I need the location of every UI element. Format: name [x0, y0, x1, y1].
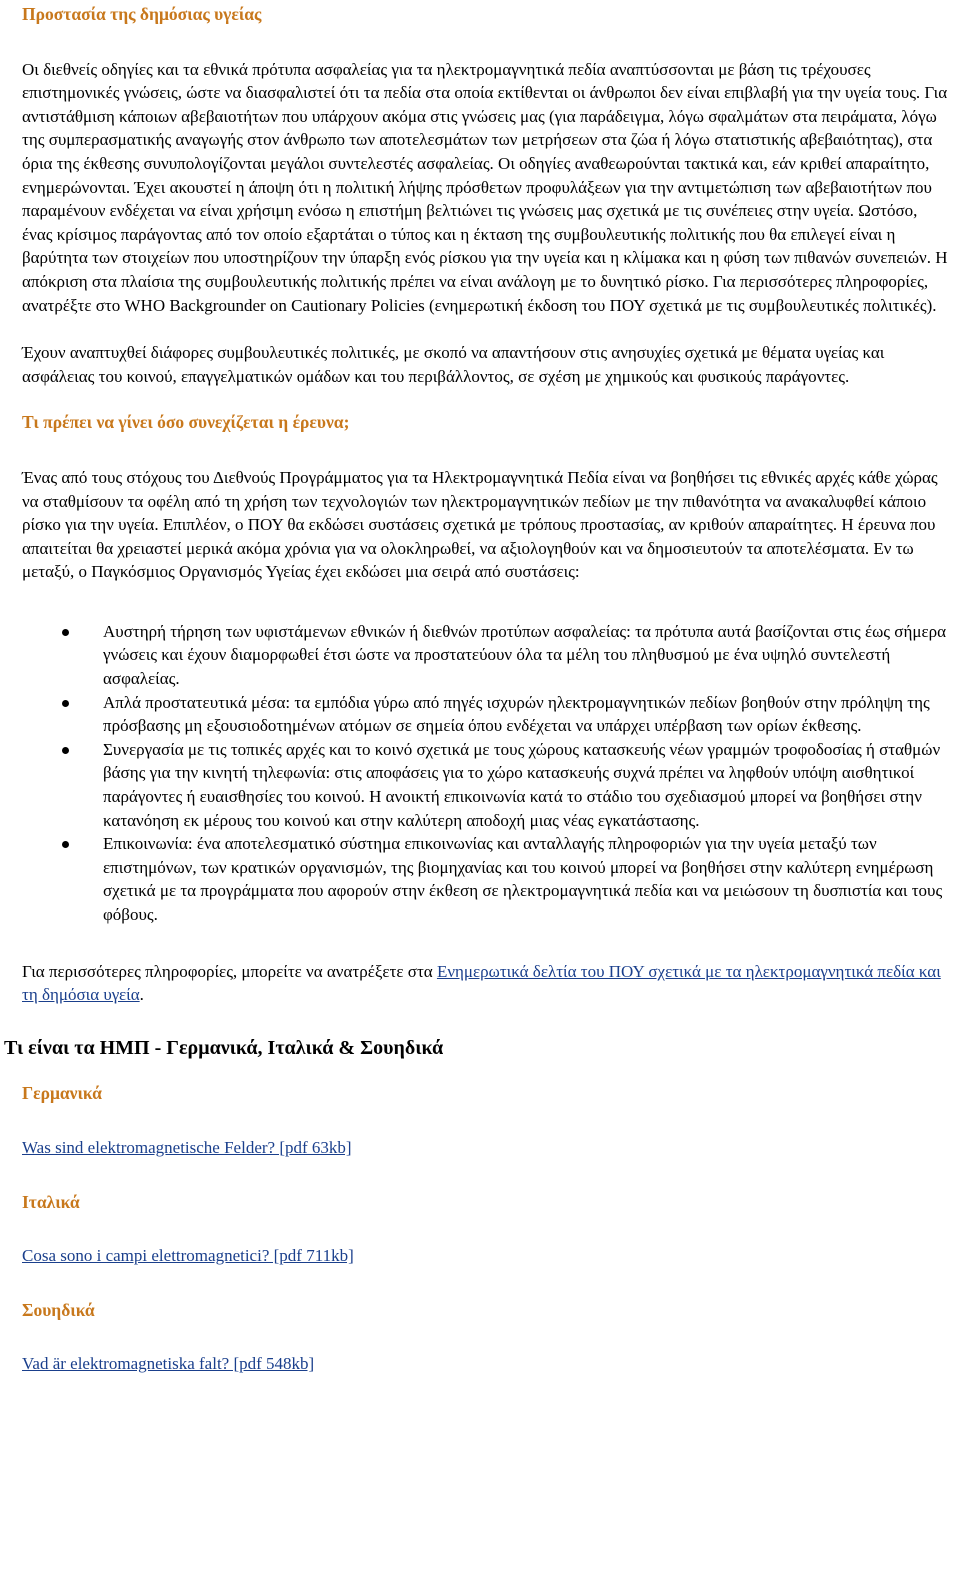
bullet-icon	[62, 700, 69, 707]
list-item	[103, 691, 952, 738]
research-section	[0, 411, 960, 584]
recommendations-list	[0, 620, 960, 927]
german-pdf-link[interactable]: Was sind elektromagnetische Felder? [pdf 63kb]	[22, 1137, 352, 1157]
section-heading-research: Τι πρέπει να γίνει όσο συνεχίζεται η έρευνα;	[22, 412, 350, 433]
language-label-swedish: Σουηδικά	[22, 1299, 95, 1320]
protection-paragraph-2: Έχουν αναπτυχθεί διάφορες συμβουλευτικές πολιτικές, με σκοπό να απαντήσουν στις ανησυχίες σχετικά με θέματα υγείας και ασφάλειας του κοινού, επαγγελματικών ομάδων και του περιβάλλοντος, σε σχέση με χημικούς και φυσικούς παράγοντες.	[22, 343, 885, 386]
list-item	[103, 738, 952, 832]
bullet-icon	[62, 841, 69, 848]
list-item	[103, 620, 952, 691]
bullet-icon	[62, 747, 69, 754]
more-info-prefix: Για περισσότερες πληροφορίες, μπορείτε να ανατρέξετε στα	[22, 961, 437, 981]
recommendation-text: Απλά προστατευτικά μέσα: τα εμπόδια γύρω από πηγές ισχυρών ηλεκτρομαγνητικών πεδίων βοηθούν στην πρόληψη της πρόσβασης μη εξουσιοδοτημένων ατόμων σε σημεία όπου ενδέχεται να υπάρχει υπέρβαση των ορίων έκθεσης.	[103, 692, 930, 736]
swedish-pdf-link[interactable]: Vad är elektromagnetiska falt? [pdf 548kb]	[22, 1354, 315, 1374]
research-paragraph: Ένας από τους στόχους του Διεθνούς Προγράμματος για τα Ηλεκτρομαγνητικά Πεδία είναι να βοηθήσει τις εθνικές αρχές κάθε χώρας να σταθμίσουν τα οφέλη από τη χρήση των τεχνολογιών των ηλεκτρομαγνητικών πεδίων με την πιθανότητα να ανακαλυφθεί κάποιο ρίσκο για την υγεία. Επιπλέον, ο ΠΟΥ θα εκδώσει συστάσεις σχετικά με τρόπους προστασίας, αν κριθούν απαραίτητες. Η έρευνα που απαιτείται θα χρειαστεί μερικά ακόμα χρόνια για να ολοκληρωθεί, να αξιολογηθούν και να δημοσιευτούν τα αποτελέσματα. Εν τω μεταξύ, ο Παγκόσμιος Οργανισμός Υγείας έχει εκδώσει μια σειρά από συστάσεις:	[22, 467, 938, 582]
languages-heading: Τι είναι τα ΗΜΠ - Γερμανικά, Ιταλικά & Σουηδικά	[4, 1036, 444, 1059]
italian-pdf-link[interactable]: Cosa sono i campi elettromagnetici? [pdf 711kb]	[22, 1246, 354, 1266]
recommendation-text: Επικοινωνία: ένα αποτελεσματικό σύστημα επικοινωνίας και ανταλλαγής πληροφοριών για την υγεία μεταξύ των επιστημόνων, των κρατικών οργανισμών, της βιομηχανίας και του κοινού μπορεί να βοηθήσει στην καλύτερη ενημέρωση σχετικά με τα προγράμματα που αφορούν στην έκθεση σε ηλεκτρομαγνητικά πεδία και να μειώσουν τη δυσπιστία και τους φόβους.	[103, 834, 943, 924]
language-swedish	[0, 1299, 960, 1376]
section-heading-protection: Προστασία της δημόσιας υγείας	[22, 4, 262, 24]
bullet-icon	[62, 629, 69, 636]
language-label-german: Γερμανικά	[22, 1083, 102, 1104]
recommendation-text: Συνεργασία με τις τοπικές αρχές και το κοινό σχετικά με τους χώρους κατασκευής νέων γραμμών τροφοδοσίας ή σταθμών βάσης για την κινητή τηλεφωνία: στις αποφάσεις για το χώρο κατασκευής συχνά πρέπει να ληφθούν υπόψη αισθητικοί παράγοντες ή ευαισθησίες του κοινού. Η ανοικτή επικοινωνία κατά το στάδιο του σχεδιασμού μπορεί να βοηθήσει στην κατανόηση εκ μέρους του κοινού και στην καλύτερη αποδοχή μιας νέας εγκατάστασης.	[103, 739, 941, 830]
more-info	[0, 960, 960, 1007]
more-info-paragraph	[22, 960, 952, 1007]
more-info-suffix: .	[139, 985, 144, 1005]
protection-section	[0, 0, 960, 388]
protection-paragraph-1: Οι διεθνείς οδηγίες και τα εθνικά πρότυπα ασφαλείας για τα ηλεκτρομαγνητικά πεδία αναπτύσσονται με βάση τις τρέχουσες επιστημονικές γνώσεις, ώστε να διασφαλιστεί ότι τα πεδία στα οποία εκτίθενται οι άνθρωποι δεν είναι επιβλαβή για την υγεία τους. Για αντιστάθμιση κάποιων αβεβαιοτήτων που υπάρχουν ακόμα στις γνώσεις μας (για παράδειγμα, λόγω σφαλμάτων στα πειράματα, λόγω της συμπερασματικής αναγωγής στον άνθρωπο των αποτελεσμάτων των μετρήσεων στα ζώα ή λόγω στατιστικής αβεβαιότητας), στα όρια της έκθεσης συνυπολογίζονται μεγάλοι συντελεστές ασφαλείας. Οι οδηγίες αναθεωρούνται τακτικά και, εάν κριθεί απαραίτητο, ενημερώνονται. Έχει ακουστεί η άποψη ότι η πολιτική λήψης πρόσθετων προφυλάξεων για την αντιμετώπιση των αβεβαιοτήτων που παραμένουν ενδέχεται να είναι χρήσιμη ενόσω η επιστήμη βελτιώνει τις γνώσεις μας σχετικά με τις συνέπειες στην υγεία. Ωστόσο, ένας κρίσιμος παράγοντας από τον οποίο εξαρτάται ο τύπος και η έκταση της συμβουλευτικής πολιτικής που θα επιλεγεί είναι η βαρύτητα των στοιχείων που υποστηρίζουν την ύπαρξη ενός ρίσκου για την υγεία και η κλίμακα και η φύση των πιθανών συνεπειών. Η απόκριση στα πλαίσια της συμβουλευτικής πολιτικής πρέπει να είναι ανάλογη με το δυνητικό ρίσκο. Για περισσότερες πληροφορίες, ανατρέξτε στο WHO Backgrounder on Cautionary Policies (ενημερωτική έκδοση του ΠΟΥ σχετικά με τις συμβουλευτικές πολιτικές).	[22, 59, 948, 315]
who-factsheets-link[interactable]: Ενημερωτικά δελτία του ΠΟΥ σχετικά με τα ηλεκτρομαγνητικά πεδία και τη δημόσια υγεία	[22, 961, 941, 1005]
language-label-italian: Ιταλικά	[22, 1191, 80, 1212]
recommendation-text: Αυστηρή τήρηση των υφιστάμενων εθνικών ή διεθνών προτύπων ασφαλείας: τα πρότυπα αυτά βασίζονται στις έως σήμερα γνώσεις και έχουν διαμορφωθεί έτσι ώστε να προστατεύουν όλα τα μέλη του πληθυσμού με ένα υψηλό συντελεστή ασφαλείας.	[103, 621, 946, 689]
list-item	[103, 832, 952, 926]
language-german	[0, 1082, 960, 1159]
language-italian	[0, 1191, 960, 1268]
